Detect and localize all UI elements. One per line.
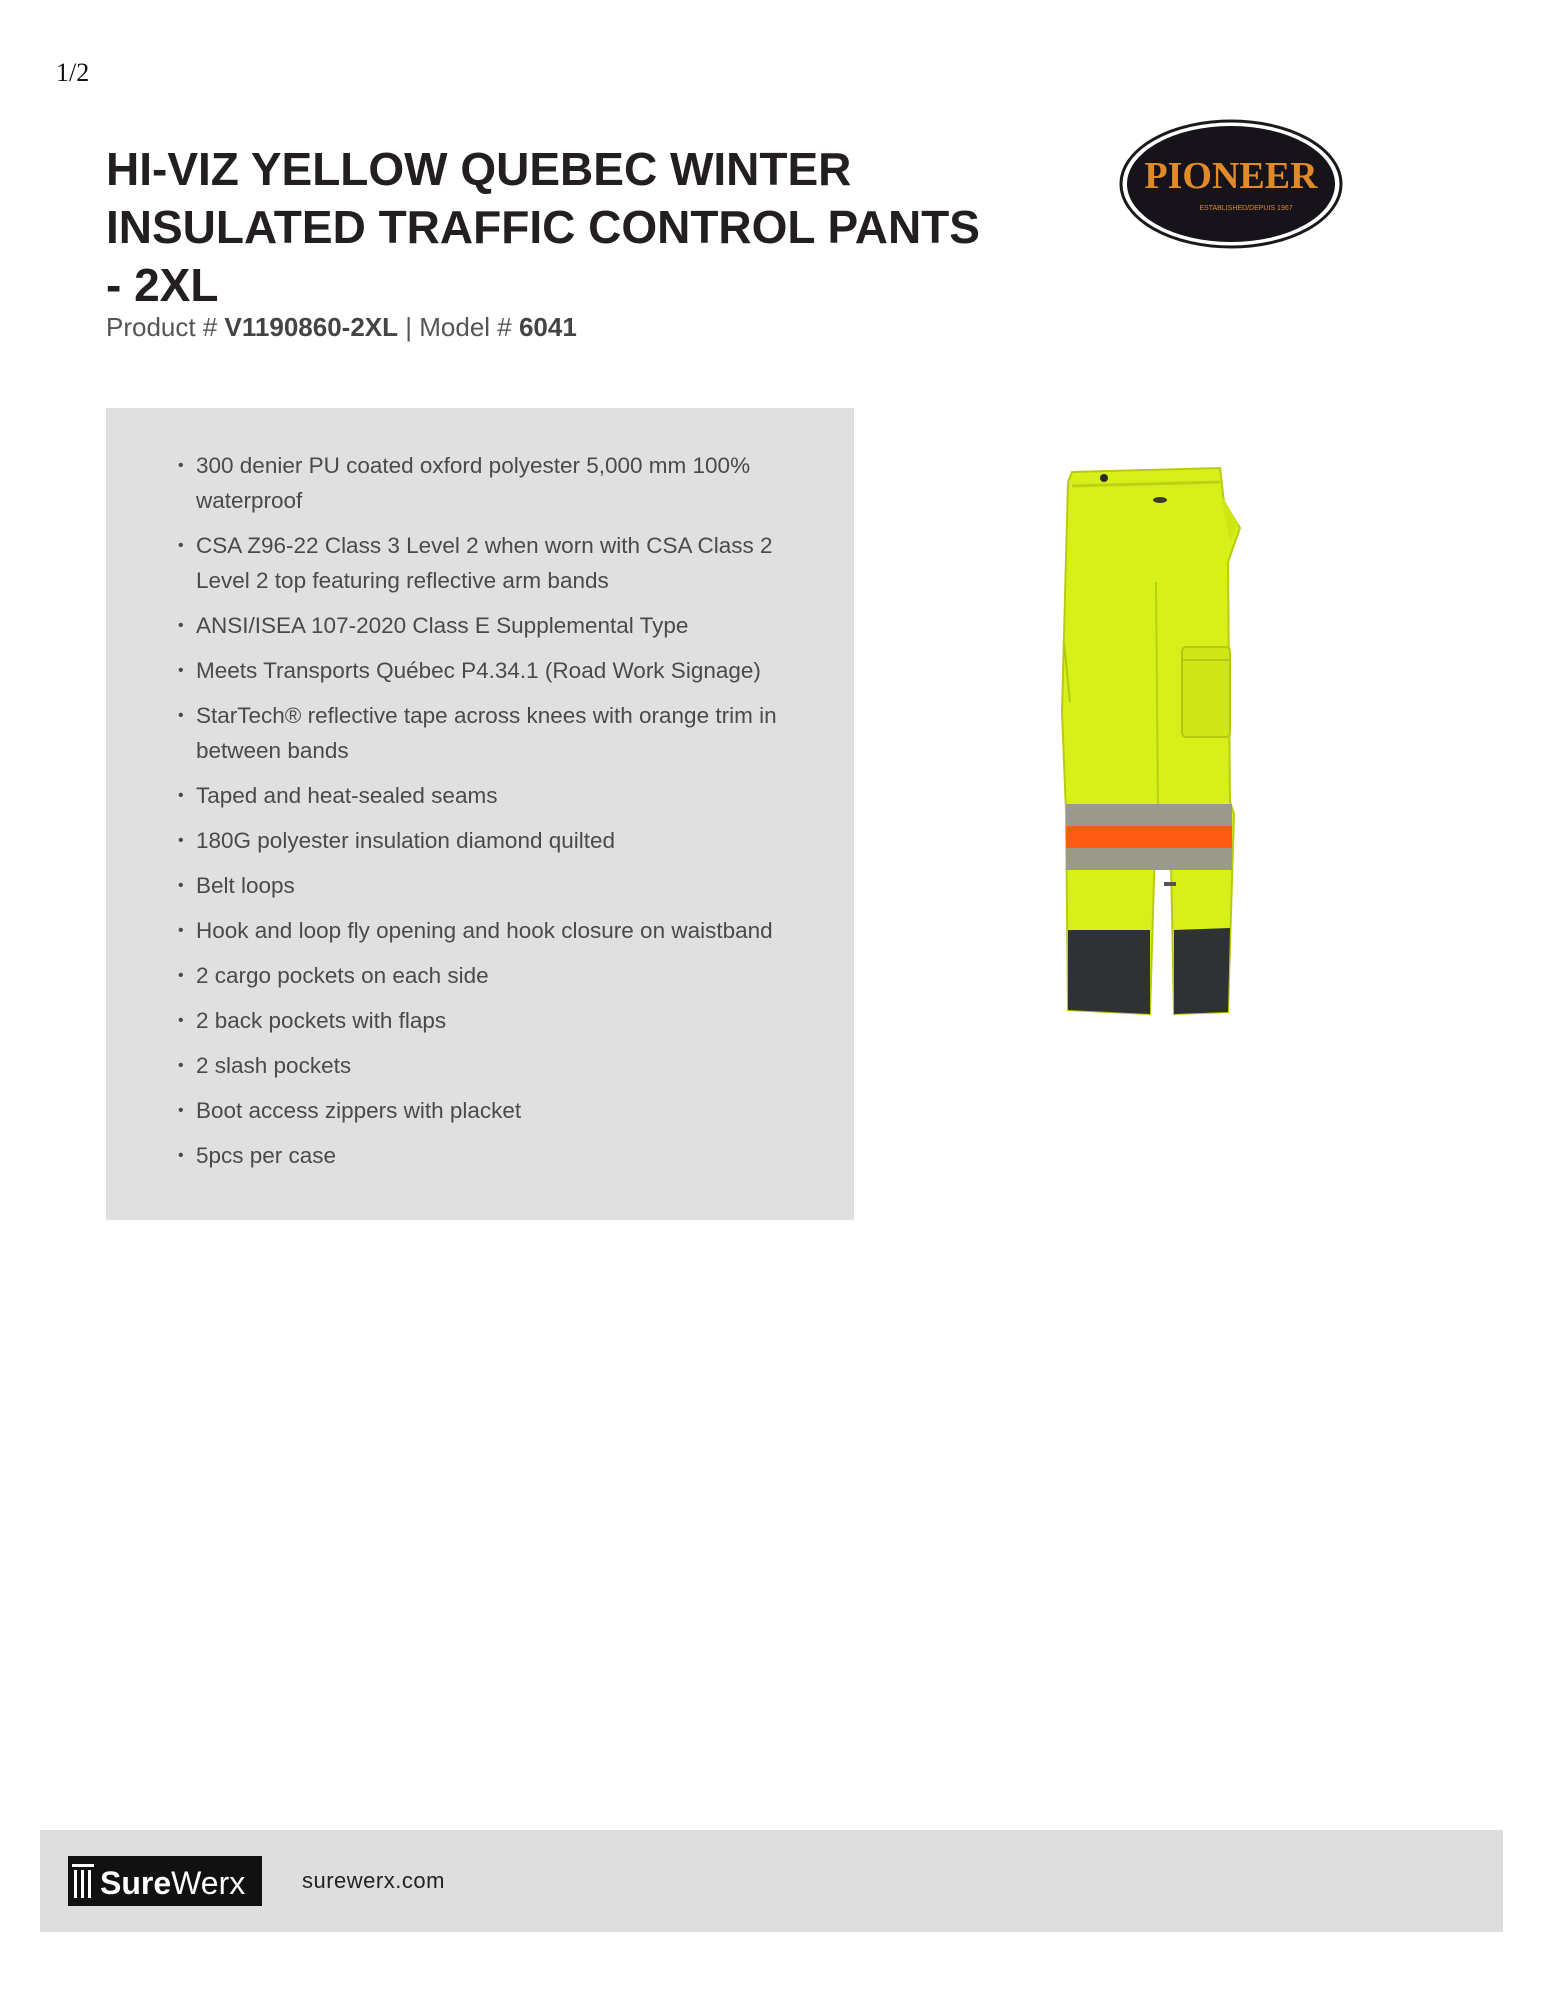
product-number: V1190860-2XL bbox=[224, 312, 398, 342]
logo-wordmark: PIONEER bbox=[1144, 155, 1318, 197]
feature-item: • 5pcs per case bbox=[178, 1143, 337, 1168]
feature-item: • Taped and heat-sealed seams bbox=[178, 783, 498, 808]
page-number: 1/2 bbox=[56, 58, 90, 87]
logo-tagline: ESTABLISHED/DEPUIS 1967 bbox=[1199, 205, 1293, 212]
product-info bbox=[106, 312, 577, 343]
feature-item: • 300 denier PU coated oxford polyester 5,000 mm 100% waterproof bbox=[178, 453, 751, 513]
product-title bbox=[106, 140, 1066, 314]
logo-text-bold: Sure bbox=[100, 1865, 172, 1901]
features-list bbox=[106, 408, 854, 1173]
title-line: - 2XL bbox=[106, 259, 219, 311]
footer bbox=[40, 1830, 1503, 1932]
separator: | bbox=[405, 312, 412, 342]
feature-item: • Meets Transports Québec P4.34.1 (Road Work Signage) bbox=[178, 658, 761, 683]
feature-item: • 2 back pockets with flaps bbox=[178, 1008, 447, 1033]
feature-item: • Boot access zippers with placket bbox=[178, 1098, 522, 1123]
title-line: INSULATED TRAFFIC CONTROL PANTS bbox=[106, 201, 980, 253]
model-label: Model # bbox=[419, 312, 512, 342]
title-line: HI-VIZ YELLOW QUEBEC WINTER bbox=[106, 143, 852, 195]
feature-item: • CSA Z96-22 Class 3 Level 2 when worn with CSA Class 2 Level 2 top featuring reflective arm bands bbox=[178, 533, 773, 593]
feature-item: • Belt loops bbox=[178, 873, 295, 898]
feature-item: • 2 slash pockets bbox=[178, 1053, 352, 1078]
feature-item: • 2 cargo pockets on each side bbox=[178, 963, 489, 988]
feature-item: • ANSI/ISEA 107-2020 Class E Supplemental Type bbox=[178, 613, 689, 638]
model-number: 6041 bbox=[518, 312, 577, 342]
feature-item: • Hook and loop fly opening and hook closure on waistband bbox=[178, 918, 773, 943]
features-panel bbox=[106, 408, 854, 1220]
svg-text:SureWerx bbox=[100, 1865, 245, 1901]
product-label: Product # bbox=[106, 312, 218, 342]
footer-url[interactable]: surewerx.com bbox=[302, 1868, 445, 1893]
logo-text-light: Werx bbox=[171, 1865, 246, 1901]
feature-item: • StarTech® reflective tape across knees with orange trim in between bands bbox=[178, 703, 777, 763]
surewerx-logo bbox=[68, 1856, 262, 1906]
pioneer-logo bbox=[1118, 118, 1344, 250]
feature-item: • 180G polyester insulation diamond quilted bbox=[178, 828, 616, 853]
product-image-pants bbox=[1052, 462, 1252, 1022]
